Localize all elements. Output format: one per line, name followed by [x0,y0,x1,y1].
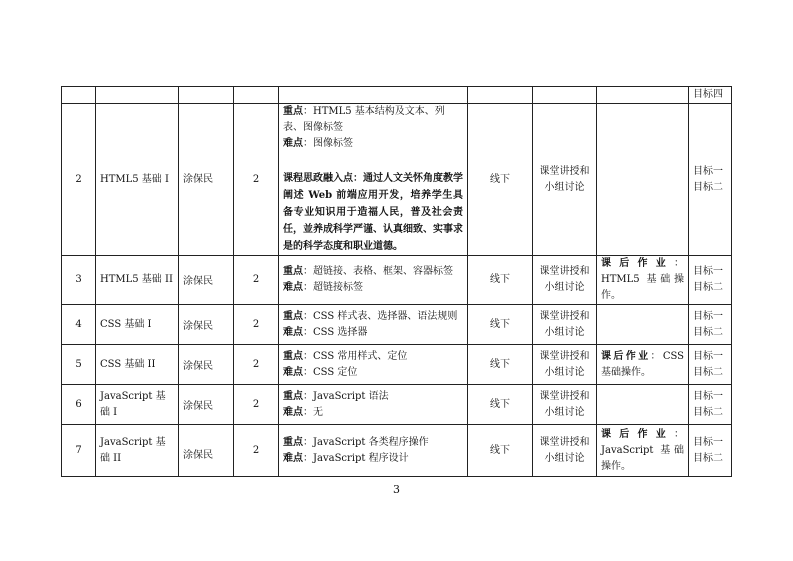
hours: 2 [234,425,279,477]
goal-label: 目标一 [693,350,723,362]
page-number: 3 [393,483,400,496]
content-cell [279,425,468,477]
cell-content [279,87,468,104]
course-name: HTML5 基础 I [96,104,179,256]
goal-label: 目标二 [693,366,723,378]
difficulty-text: ：CSS 定位 [303,366,358,378]
teaching-mode: 线下 [468,104,533,256]
content-cell [279,345,468,385]
cell-method [533,87,597,104]
method-line: 小组讨论 [544,366,585,378]
difficulty-label: 难点 [283,282,303,293]
goal-label: 目标一 [693,436,723,448]
table-row [62,256,732,305]
content-cell [279,256,468,305]
table-row [62,345,732,385]
goal-label: 目标二 [693,282,723,293]
politics-text: ：通过人文关怀角度教学阐述 Web 前端应用开发，培养学生具备专业知识用于造福人民，普及社会责任，並养成科学严谨、认真细致、实事求是的科学态度和职业道德。 [283,173,463,252]
difficulty-text: ：CSS 选择器 [303,326,368,338]
key-text: ：HTML5 基本结构及文本、列表、图像标签 [283,106,445,133]
method-line: 课堂讲授和 [539,266,590,277]
key-text: ：CSS 常用样式、定位 [303,350,408,362]
course-name: JavaScript 基础 II [96,425,179,477]
course-name: JavaScript 基础 I [96,385,179,425]
teaching-mode: 线下 [468,425,533,477]
teacher-text: 涂保民 [183,276,213,287]
key-point [283,104,463,136]
homework [601,349,684,381]
row-number: 4 [62,305,96,345]
teacher-text: 涂保民 [183,360,213,372]
cell-name [96,87,179,104]
difficulty-point [283,365,463,381]
key-label: 重点 [283,390,303,402]
homework-label: 课后作业 [601,350,651,362]
difficulty-label: 难点 [283,326,303,338]
difficulty-label: 难点 [283,452,303,464]
hours: 2 [234,385,279,425]
homework-cell [597,425,689,477]
row-number: 2 [62,104,96,256]
teaching-mode: 线下 [468,305,533,345]
cell-hours [234,87,279,104]
key-label: 重点 [283,266,303,277]
method-line: 小组讨论 [544,282,585,293]
goal-label: 目标一 [693,266,723,277]
goals-cell [689,305,732,345]
hours: 2 [234,104,279,256]
hours: 2 [234,305,279,345]
homework [601,427,684,475]
hours: 2 [234,345,279,385]
content-cell [279,104,468,256]
teaching-mode: 线下 [468,385,533,425]
key-point [283,349,463,365]
key-point [283,435,463,451]
homework-label: 课后作业 [601,258,674,269]
difficulty-point [283,136,463,152]
table-row-top [62,87,732,104]
difficulty-text: ：超链接标签 [303,282,363,293]
difficulty-point [283,280,463,296]
teaching-method [533,305,597,345]
cell-goals [689,87,732,104]
difficulty-point [283,451,463,467]
homework-cell [597,345,689,385]
method-line: 小组讨论 [544,406,585,418]
method-line: 课堂讲授和 [539,350,590,362]
teacher-text: 涂保民 [183,449,213,461]
course-name: CSS 基础 II [96,345,179,385]
homework-cell [597,305,689,345]
goal-label: 目标一 [693,390,723,402]
method-line: 小组讨论 [544,452,585,464]
difficulty-label: 难点 [283,366,303,378]
teaching-method [533,425,597,477]
homework-cell [597,104,689,256]
difficulty-point [283,325,463,341]
goal-label: 目标一 [693,310,723,322]
row-number: 7 [62,425,96,477]
key-label: 重点 [283,436,303,448]
politics-label: 课程思政融入点 [283,173,353,184]
method-line: 小组讨论 [544,326,585,338]
key-point [283,264,463,280]
homework-label: 课后作业 [601,428,674,440]
cell-teacher [179,87,234,104]
teaching-method [533,385,597,425]
teacher-name [179,256,234,305]
method-line: 课堂讲授和 [539,390,590,402]
homework [601,256,684,304]
difficulty-text: ：无 [303,406,323,418]
goal-label: 目标四 [693,89,723,100]
table-row [62,104,732,256]
difficulty-point [283,405,463,421]
course-schedule-table [61,86,732,477]
homework-cell [597,385,689,425]
cell-mode [468,87,533,104]
goals-cell [689,425,732,477]
teacher-text: 涂保民 [183,400,213,412]
key-label: 重点 [283,106,303,117]
table-row [62,425,732,477]
row-number: 5 [62,345,96,385]
content-cell [279,305,468,345]
key-text: ：CSS 样式表、选择器、语法规则 [303,310,458,322]
row-number: 3 [62,256,96,305]
key-label: 重点 [283,310,303,322]
method-line: 小组讨论 [544,181,585,193]
hours: 2 [234,256,279,305]
goal-label: 目标一 [693,165,723,177]
teaching-method [533,104,597,256]
homework-cell [597,256,689,305]
cell-homework [597,87,689,104]
teaching-method [533,256,597,305]
teacher-name [179,345,234,385]
method-line: 课堂讲授和 [539,436,590,448]
method-line: 课堂讲授和 [539,310,590,322]
key-label: 重点 [283,350,303,362]
goal-label: 目标二 [693,326,723,338]
goal-label: 目标二 [693,181,723,193]
politics-point [283,170,463,255]
goal-label: 目标二 [693,452,723,464]
goals-cell [689,104,732,256]
key-point [283,309,463,325]
course-name: HTML5 基础 II [96,256,179,305]
teaching-mode: 线下 [468,345,533,385]
homework-text: ：JavaScript 基础操作。 [601,428,684,472]
difficulty-label: 难点 [283,406,303,418]
teacher-name [179,425,234,477]
difficulty-label: 难点 [283,138,303,149]
key-point [283,389,463,405]
homework-text: ：HTML5 基础操作。 [601,258,684,301]
table-row [62,385,732,425]
goals-cell [689,345,732,385]
difficulty-text: ：JavaScript 程序设计 [303,452,409,464]
goal-label: 目标二 [693,406,723,418]
row-number: 6 [62,385,96,425]
goals-cell [689,256,732,305]
teacher-text: 涂保民 [183,320,213,332]
homework-text: ：CSS 基础操作。 [601,350,684,378]
goals-cell [689,385,732,425]
teaching-mode: 线下 [468,256,533,305]
key-text: ：超链接、表格、框架、容器标签 [303,266,453,277]
teacher-name [179,305,234,345]
difficulty-text: ：图像标签 [303,138,353,149]
cell-num [62,87,96,104]
course-name: CSS 基础 I [96,305,179,345]
key-text: ：JavaScript 各类程序操作 [303,436,429,448]
teaching-method [533,345,597,385]
teacher-name [179,385,234,425]
key-text: ：JavaScript 语法 [303,390,389,402]
table-row [62,305,732,345]
content-cell [279,385,468,425]
method-line: 课堂讲授和 [539,165,590,177]
teacher-name: 涂保民 [179,104,234,256]
